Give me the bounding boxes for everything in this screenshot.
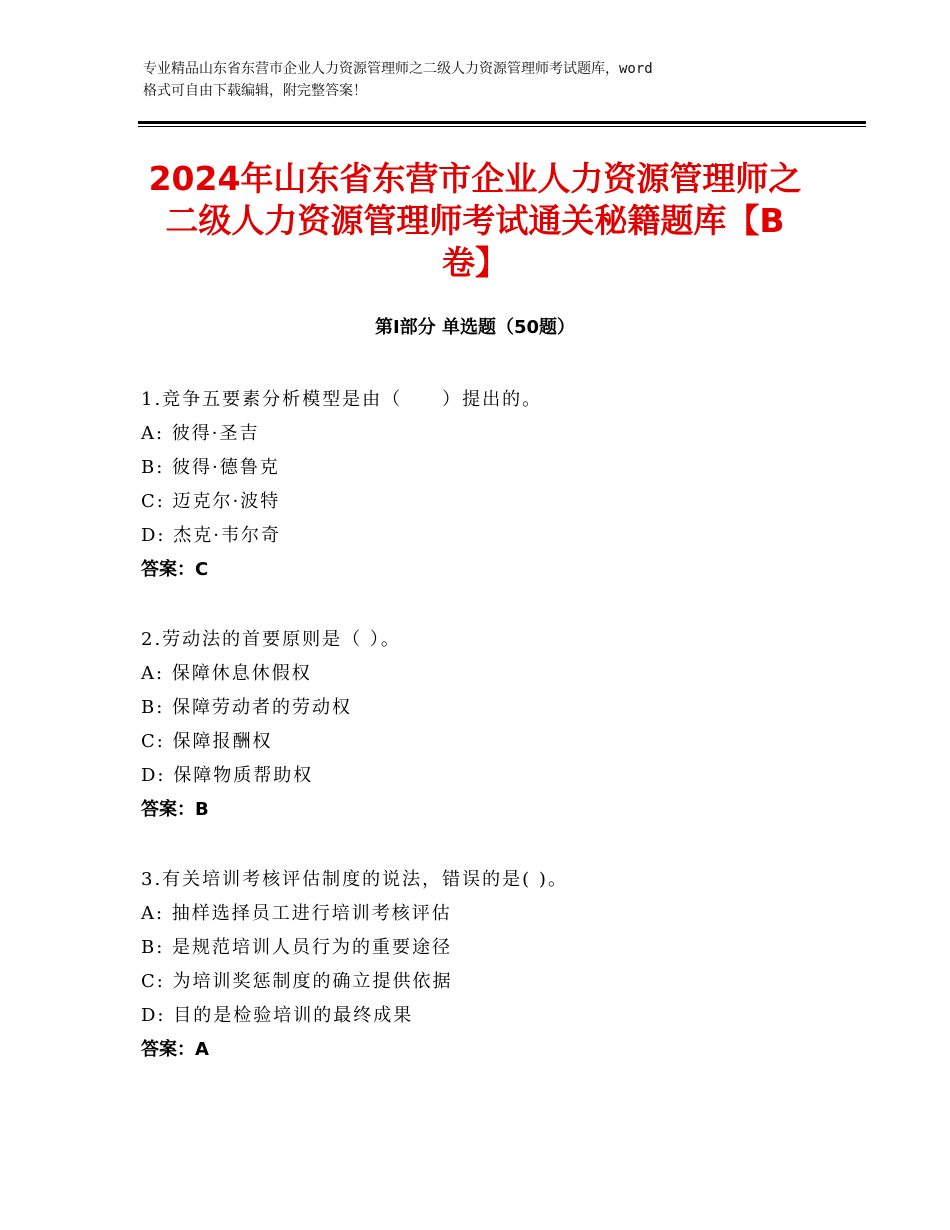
option-c: C: 迈克尔·波特 [141, 491, 281, 512]
option-a: A: 抽样选择员工进行培训考核评估 [141, 903, 452, 924]
document-title-line-3: 卷】 [442, 243, 508, 282]
option-b: B: 彼得·德鲁克 [141, 457, 280, 478]
answer-label: 答案：B [141, 799, 209, 820]
option-d: D: 杰克·韦尔奇 [141, 525, 281, 546]
option-d: D: 目的是检验培训的最终成果 [141, 1005, 414, 1026]
question-stem: 3.有关培训考核评估制度的说法，错误的是( )。 [141, 869, 568, 890]
answer-label: 答案：C [141, 559, 209, 580]
option-a: A: 彼得·圣吉 [141, 423, 260, 444]
section-title: 第Ⅰ部分 单选题（50题） [374, 317, 575, 338]
header-note [143, 58, 823, 102]
header-note-line-2: 格式可自由下载编辑，附完整答案！ [143, 83, 367, 99]
option-b: B: 保障劳动者的劳动权 [141, 697, 353, 718]
document-title-line-1: 2024年山东省东营市企业人力资源管理师之 [148, 159, 802, 198]
document-title-line-2: 二级人力资源管理师考试通关秘籍题库【B [165, 201, 785, 240]
question-item [141, 863, 841, 1067]
option-b: B: 是规范培训人员行为的重要途径 [141, 937, 453, 958]
question-item [141, 383, 841, 587]
question-stem: 1.竞争五要素分析模型是由（ ）提出的。 [141, 389, 543, 410]
option-a: A: 保障休息休假权 [141, 663, 312, 684]
document-title [140, 158, 810, 284]
option-d: D: 保障物质帮助权 [141, 765, 314, 786]
question-list [141, 383, 841, 1103]
question-item [141, 623, 841, 827]
answer-label: 答案：A [141, 1039, 209, 1060]
option-c: C: 为培训奖惩制度的确立提供依据 [141, 971, 453, 992]
header-note-line-1: 专业精品山东省东营市企业人力资源管理师之二级人力资源管理师考试题库，word [143, 61, 653, 77]
header-divider [138, 121, 866, 127]
option-c: C: 保障报酬权 [141, 731, 273, 752]
question-stem: 2.劳动法的首要原则是（ ）。 [141, 629, 401, 650]
